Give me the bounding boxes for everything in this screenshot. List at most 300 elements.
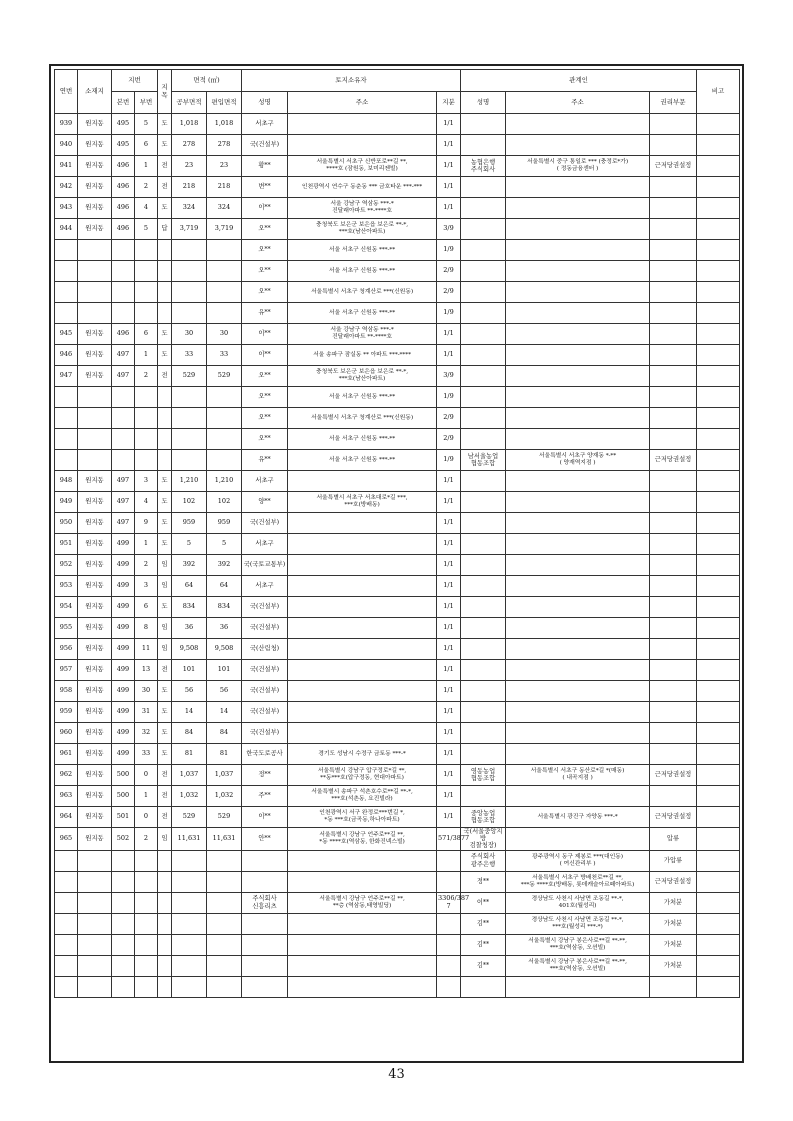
cell-right-type bbox=[650, 324, 697, 345]
cell-remarks bbox=[697, 723, 740, 744]
cell-acquired-area: 392 bbox=[207, 555, 242, 576]
cell-interest-name bbox=[461, 639, 506, 660]
cell-serial: 950 bbox=[55, 513, 78, 534]
cell-category: 도 bbox=[158, 744, 172, 765]
cell-owner-name: 오** bbox=[242, 219, 288, 240]
cell-main-no bbox=[112, 871, 135, 892]
cell-interest-name bbox=[461, 597, 506, 618]
cell-interest-name bbox=[461, 681, 506, 702]
cell-public-area: 30 bbox=[172, 324, 207, 345]
cell-sub-no bbox=[135, 955, 158, 976]
table-row bbox=[55, 681, 740, 702]
cell-main-no bbox=[112, 408, 135, 429]
cell-remarks bbox=[697, 135, 740, 156]
cell-share: 1/1 bbox=[437, 723, 461, 744]
cell-location: 원지동 bbox=[78, 786, 112, 807]
cell-owner-address: 서울 서초구 신원동 ***-** bbox=[288, 429, 437, 450]
cell-interest-address bbox=[506, 828, 650, 851]
cell-serial: 952 bbox=[55, 555, 78, 576]
cell-sub-no bbox=[135, 934, 158, 955]
cell-right-type: 가처분 bbox=[650, 892, 697, 913]
cell-category: 도 bbox=[158, 534, 172, 555]
cell-interest-address: 광주광역시 동구 제봉로 ***(대인동) ( 여신관리부 ) bbox=[506, 850, 650, 871]
cell-public-area: 81 bbox=[172, 744, 207, 765]
cell-acquired-area: 33 bbox=[207, 345, 242, 366]
cell-interest-name: 주식회사 광주은행 bbox=[461, 850, 506, 871]
cell-sub-no bbox=[135, 429, 158, 450]
cell-interest-name bbox=[461, 618, 506, 639]
cell-serial bbox=[55, 934, 78, 955]
cell-remarks bbox=[697, 702, 740, 723]
cell-owner-address: 서울 강남구 역삼동 ***-* 진달래아파트 **-****호 bbox=[288, 198, 437, 219]
cell-owner-address bbox=[288, 576, 437, 597]
cell-location: 원지동 bbox=[78, 765, 112, 786]
cell-sub-no bbox=[135, 976, 158, 997]
cell-share: 3/9 bbox=[437, 219, 461, 240]
cell-public-area: 959 bbox=[172, 513, 207, 534]
cell-acquired-area: 56 bbox=[207, 681, 242, 702]
col-owner: 토지소유자 bbox=[242, 70, 461, 92]
table-row bbox=[55, 786, 740, 807]
cell-interest-name: 농협은행 주식회사 bbox=[461, 156, 506, 177]
cell-interest-address bbox=[506, 198, 650, 219]
cell-serial bbox=[55, 303, 78, 324]
cell-public-area: 3,719 bbox=[172, 219, 207, 240]
cell-category: 도 bbox=[158, 471, 172, 492]
cell-sub-no bbox=[135, 892, 158, 913]
cell-acquired-area bbox=[207, 282, 242, 303]
cell-right-type bbox=[650, 513, 697, 534]
cell-owner-name bbox=[242, 934, 288, 955]
col-owner-address: 주소 bbox=[288, 92, 437, 114]
cell-sub-no: 6 bbox=[135, 597, 158, 618]
cell-interest-address: 서울특별시 중구 통일로 *** (충정로*가) ( 정동금융센터 ) bbox=[506, 156, 650, 177]
cell-category bbox=[158, 450, 172, 471]
col-serial: 연번 bbox=[55, 70, 78, 114]
col-category: 지목 bbox=[158, 70, 172, 114]
cell-sub-no: 6 bbox=[135, 135, 158, 156]
cell-acquired-area: 64 bbox=[207, 576, 242, 597]
cell-acquired-area: 218 bbox=[207, 177, 242, 198]
cell-right-type bbox=[650, 240, 697, 261]
cell-main-no: 497 bbox=[112, 492, 135, 513]
cell-share bbox=[437, 850, 461, 871]
cell-public-area bbox=[172, 913, 207, 934]
cell-interest-address bbox=[506, 702, 650, 723]
cell-owner-name: 한국도로공사 bbox=[242, 744, 288, 765]
cell-interest-address bbox=[506, 976, 650, 997]
cell-interest-name bbox=[461, 744, 506, 765]
cell-owner-name bbox=[242, 913, 288, 934]
cell-share: 2/9 bbox=[437, 408, 461, 429]
cell-share: 1/1 bbox=[437, 702, 461, 723]
cell-sub-no: 2 bbox=[135, 828, 158, 851]
cell-location: 원지동 bbox=[78, 618, 112, 639]
cell-serial: 947 bbox=[55, 366, 78, 387]
table-row bbox=[55, 429, 740, 450]
cell-remarks bbox=[697, 786, 740, 807]
cell-serial: 939 bbox=[55, 114, 78, 135]
cell-main-no: 500 bbox=[112, 765, 135, 786]
cell-remarks bbox=[697, 261, 740, 282]
cell-serial: 954 bbox=[55, 597, 78, 618]
cell-interest-address: 경상남도 사천시 사남면 조동길 **-*, ***호(월성리 ***-*) bbox=[506, 913, 650, 934]
cell-location: 원지동 bbox=[78, 114, 112, 135]
cell-right-type: 근저당권설정 bbox=[650, 765, 697, 786]
cell-location: 원지동 bbox=[78, 702, 112, 723]
cell-right-type: 근저당권설정 bbox=[650, 807, 697, 828]
cell-public-area: 1,037 bbox=[172, 765, 207, 786]
cell-interest-address bbox=[506, 681, 650, 702]
cell-category bbox=[158, 387, 172, 408]
cell-public-area bbox=[172, 261, 207, 282]
cell-remarks bbox=[697, 765, 740, 786]
cell-acquired-area bbox=[207, 892, 242, 913]
col-sub-no: 부번 bbox=[135, 92, 158, 114]
cell-interest-address bbox=[506, 261, 650, 282]
cell-interest-name bbox=[461, 135, 506, 156]
cell-location: 원지동 bbox=[78, 828, 112, 851]
cell-remarks bbox=[697, 871, 740, 892]
cell-public-area: 23 bbox=[172, 156, 207, 177]
cell-main-no: 496 bbox=[112, 324, 135, 345]
table-row bbox=[55, 744, 740, 765]
cell-share: 3/9 bbox=[437, 366, 461, 387]
cell-remarks bbox=[697, 450, 740, 471]
table-row bbox=[55, 913, 740, 934]
cell-acquired-area: 1,210 bbox=[207, 471, 242, 492]
cell-serial: 956 bbox=[55, 639, 78, 660]
cell-main-no bbox=[112, 892, 135, 913]
cell-sub-no bbox=[135, 240, 158, 261]
cell-owner-name: 오** bbox=[242, 261, 288, 282]
cell-category bbox=[158, 850, 172, 871]
cell-remarks bbox=[697, 597, 740, 618]
cell-owner-name: 주** bbox=[242, 786, 288, 807]
cell-right-type bbox=[650, 744, 697, 765]
cell-category: 도 bbox=[158, 135, 172, 156]
cell-acquired-area: 102 bbox=[207, 492, 242, 513]
cell-interest-address bbox=[506, 639, 650, 660]
cell-owner-address: 충청북도 보은군 보은읍 보은로 **-*, ***호(남산아파트) bbox=[288, 219, 437, 240]
cell-owner-address: 서울 송파구 잠실동 ** 아파트 ***-**** bbox=[288, 345, 437, 366]
table-row bbox=[55, 471, 740, 492]
cell-location bbox=[78, 955, 112, 976]
cell-interest-name bbox=[461, 177, 506, 198]
cell-sub-no: 0 bbox=[135, 765, 158, 786]
cell-category bbox=[158, 240, 172, 261]
cell-interest-address bbox=[506, 471, 650, 492]
cell-interest-name bbox=[461, 786, 506, 807]
cell-owner-address: 서울특별시 강남구 언주로**길 **, **층 (역삼동,태영빌딩) bbox=[288, 892, 437, 913]
cell-right-type bbox=[650, 345, 697, 366]
cell-owner-address: 서울특별시 강남구 언주로**길 **, *동 ****호(역삼동, 한화진넥스빌) bbox=[288, 828, 437, 851]
cell-interest-address bbox=[506, 408, 650, 429]
cell-location: 원지동 bbox=[78, 366, 112, 387]
cell-interest-address bbox=[506, 534, 650, 555]
cell-location: 원지동 bbox=[78, 513, 112, 534]
cell-right-type: 근저당권설정 bbox=[650, 450, 697, 471]
cell-interest-name bbox=[461, 702, 506, 723]
cell-right-type bbox=[650, 786, 697, 807]
cell-interest-address bbox=[506, 177, 650, 198]
cell-share: 1/9 bbox=[437, 450, 461, 471]
cell-right-type bbox=[650, 492, 697, 513]
cell-owner-name: 오** bbox=[242, 366, 288, 387]
cell-sub-no: 1 bbox=[135, 534, 158, 555]
cell-acquired-area: 84 bbox=[207, 723, 242, 744]
cell-public-area bbox=[172, 976, 207, 997]
cell-category bbox=[158, 892, 172, 913]
cell-acquired-area bbox=[207, 303, 242, 324]
cell-interest-address bbox=[506, 114, 650, 135]
table-row bbox=[55, 639, 740, 660]
cell-serial: 942 bbox=[55, 177, 78, 198]
table-row bbox=[55, 303, 740, 324]
cell-main-no: 499 bbox=[112, 744, 135, 765]
cell-owner-address: 인천광역시 서구 완정로***번길 *, *동 ***호(금곡동,하나아파트) bbox=[288, 807, 437, 828]
cell-interest-name bbox=[461, 282, 506, 303]
cell-serial: 958 bbox=[55, 681, 78, 702]
cell-share: 1/9 bbox=[437, 240, 461, 261]
cell-share: 2/9 bbox=[437, 261, 461, 282]
cell-acquired-area: 30 bbox=[207, 324, 242, 345]
cell-serial bbox=[55, 429, 78, 450]
table-row bbox=[55, 156, 740, 177]
cell-share: 1/1 bbox=[437, 324, 461, 345]
table-row bbox=[55, 492, 740, 513]
cell-category: 임 bbox=[158, 555, 172, 576]
cell-serial bbox=[55, 850, 78, 871]
cell-category: 도 bbox=[158, 345, 172, 366]
col-interest-name: 성명 bbox=[461, 92, 506, 114]
cell-serial: 962 bbox=[55, 765, 78, 786]
cell-remarks bbox=[697, 576, 740, 597]
cell-main-no bbox=[112, 934, 135, 955]
table-row bbox=[55, 807, 740, 828]
cell-location bbox=[78, 450, 112, 471]
cell-right-type: 근저당권설정 bbox=[650, 156, 697, 177]
cell-public-area: 1,018 bbox=[172, 114, 207, 135]
cell-category: 도 bbox=[158, 681, 172, 702]
cell-sub-no: 1 bbox=[135, 786, 158, 807]
cell-public-area: 834 bbox=[172, 597, 207, 618]
cell-owner-name: 국(건설부) bbox=[242, 681, 288, 702]
cell-owner-name: 국(건설부) bbox=[242, 513, 288, 534]
cell-owner-address: 서울 서초구 신원동 ***-** bbox=[288, 303, 437, 324]
cell-right-type bbox=[650, 261, 697, 282]
table-row bbox=[55, 408, 740, 429]
cell-public-area: 36 bbox=[172, 618, 207, 639]
col-interested-party: 관계인 bbox=[461, 70, 697, 92]
cell-public-area bbox=[172, 303, 207, 324]
col-location: 소재지 bbox=[78, 70, 112, 114]
cell-main-no: 499 bbox=[112, 534, 135, 555]
cell-location bbox=[78, 240, 112, 261]
cell-interest-address bbox=[506, 135, 650, 156]
cell-remarks bbox=[697, 324, 740, 345]
cell-right-type bbox=[650, 555, 697, 576]
cell-serial: 959 bbox=[55, 702, 78, 723]
cell-sub-no: 11 bbox=[135, 639, 158, 660]
cell-share bbox=[437, 871, 461, 892]
cell-public-area: 392 bbox=[172, 555, 207, 576]
cell-owner-address bbox=[288, 534, 437, 555]
cell-location: 원지동 bbox=[78, 345, 112, 366]
cell-share bbox=[437, 913, 461, 934]
cell-serial bbox=[55, 976, 78, 997]
cell-interest-address bbox=[506, 723, 650, 744]
cell-owner-name: 이** bbox=[242, 807, 288, 828]
cell-acquired-area bbox=[207, 850, 242, 871]
cell-remarks bbox=[697, 681, 740, 702]
cell-serial bbox=[55, 892, 78, 913]
cell-location: 원지동 bbox=[78, 219, 112, 240]
cell-location: 원지동 bbox=[78, 471, 112, 492]
cell-sub-no: 5 bbox=[135, 219, 158, 240]
col-acquired-area: 편입면적 bbox=[207, 92, 242, 114]
cell-interest-name bbox=[461, 576, 506, 597]
cell-sub-no: 33 bbox=[135, 744, 158, 765]
cell-right-type bbox=[650, 366, 697, 387]
cell-right-type bbox=[650, 534, 697, 555]
cell-right-type bbox=[650, 639, 697, 660]
cell-owner-address: 서울 서초구 신원동 ***-** bbox=[288, 387, 437, 408]
cell-serial: 940 bbox=[55, 135, 78, 156]
cell-right-type bbox=[650, 135, 697, 156]
cell-main-no bbox=[112, 387, 135, 408]
cell-location: 원지동 bbox=[78, 639, 112, 660]
table-row bbox=[55, 702, 740, 723]
cell-owner-address bbox=[288, 471, 437, 492]
table-row bbox=[55, 597, 740, 618]
cell-owner-address: 서울특별시 서초구 신반포로**길 **, ****호 (잠원동, 보미리젠빌) bbox=[288, 156, 437, 177]
cell-sub-no bbox=[135, 450, 158, 471]
cell-owner-address: 서울특별시 송파구 석촌호수로**길 **-*, ***호(석촌동, 요진빌라) bbox=[288, 786, 437, 807]
cell-main-no: 495 bbox=[112, 114, 135, 135]
cell-owner-name: 국(건설부) bbox=[242, 618, 288, 639]
cell-interest-address bbox=[506, 786, 650, 807]
cell-location bbox=[78, 976, 112, 997]
cell-owner-address: 서울 서초구 신원동 ***-** bbox=[288, 261, 437, 282]
table-row bbox=[55, 324, 740, 345]
cell-right-type: 가압류 bbox=[650, 850, 697, 871]
cell-owner-name: 서초구 bbox=[242, 114, 288, 135]
cell-location bbox=[78, 408, 112, 429]
cell-acquired-area: 1,018 bbox=[207, 114, 242, 135]
cell-remarks bbox=[697, 892, 740, 913]
cell-category: 전 bbox=[158, 765, 172, 786]
cell-location bbox=[78, 282, 112, 303]
cell-share: 1/1 bbox=[437, 660, 461, 681]
cell-main-no bbox=[112, 850, 135, 871]
cell-owner-address bbox=[288, 639, 437, 660]
cell-public-area: 11,631 bbox=[172, 828, 207, 851]
cell-remarks bbox=[697, 366, 740, 387]
cell-location bbox=[78, 934, 112, 955]
cell-owner-address bbox=[288, 681, 437, 702]
cell-interest-name: 이** bbox=[461, 892, 506, 913]
cell-right-type bbox=[650, 471, 697, 492]
cell-main-no: 501 bbox=[112, 807, 135, 828]
cell-owner-name: 오** bbox=[242, 240, 288, 261]
cell-sub-no: 30 bbox=[135, 681, 158, 702]
table-row bbox=[55, 850, 740, 871]
cell-share: 1/1 bbox=[437, 786, 461, 807]
cell-public-area bbox=[172, 240, 207, 261]
cell-serial: 961 bbox=[55, 744, 78, 765]
cell-category bbox=[158, 955, 172, 976]
table-row bbox=[55, 534, 740, 555]
cell-acquired-area: 14 bbox=[207, 702, 242, 723]
cell-public-area: 102 bbox=[172, 492, 207, 513]
table-row bbox=[55, 282, 740, 303]
cell-category: 전 bbox=[158, 807, 172, 828]
cell-category bbox=[158, 976, 172, 997]
cell-remarks bbox=[697, 156, 740, 177]
cell-interest-name bbox=[461, 303, 506, 324]
table-row bbox=[55, 660, 740, 681]
cell-acquired-area bbox=[207, 387, 242, 408]
cell-category: 전 bbox=[158, 177, 172, 198]
cell-interest-name bbox=[461, 513, 506, 534]
cell-main-no: 499 bbox=[112, 639, 135, 660]
cell-public-area: 278 bbox=[172, 135, 207, 156]
cell-sub-no bbox=[135, 261, 158, 282]
cell-sub-no: 3 bbox=[135, 576, 158, 597]
cell-public-area: 84 bbox=[172, 723, 207, 744]
cell-interest-address bbox=[506, 366, 650, 387]
cell-main-no: 496 bbox=[112, 219, 135, 240]
cell-share: 1/1 bbox=[437, 156, 461, 177]
cell-main-no: 497 bbox=[112, 513, 135, 534]
cell-sub-no: 3 bbox=[135, 471, 158, 492]
cell-share: 1/1 bbox=[437, 744, 461, 765]
table-row bbox=[55, 871, 740, 892]
cell-sub-no: 2 bbox=[135, 177, 158, 198]
cell-acquired-area: 1,032 bbox=[207, 786, 242, 807]
cell-location: 원지동 bbox=[78, 576, 112, 597]
cell-serial: 941 bbox=[55, 156, 78, 177]
table-row bbox=[55, 135, 740, 156]
cell-share: 571/3877 bbox=[437, 828, 461, 851]
cell-owner-address bbox=[288, 913, 437, 934]
cell-owner-name: 서초구 bbox=[242, 534, 288, 555]
cell-public-area bbox=[172, 282, 207, 303]
cell-remarks bbox=[697, 660, 740, 681]
cell-owner-name: 오** bbox=[242, 408, 288, 429]
cell-location: 원지동 bbox=[78, 135, 112, 156]
cell-main-no: 499 bbox=[112, 618, 135, 639]
cell-right-type bbox=[650, 303, 697, 324]
cell-interest-name: 정** bbox=[461, 871, 506, 892]
cell-public-area bbox=[172, 955, 207, 976]
cell-location: 원지동 bbox=[78, 660, 112, 681]
cell-main-no bbox=[112, 913, 135, 934]
cell-sub-no: 4 bbox=[135, 492, 158, 513]
cell-interest-address bbox=[506, 513, 650, 534]
cell-owner-address: 서울 강남구 역삼동 ***-* 진달래아파트 **-****호 bbox=[288, 324, 437, 345]
cell-public-area: 56 bbox=[172, 681, 207, 702]
cell-public-area: 33 bbox=[172, 345, 207, 366]
cell-main-no bbox=[112, 955, 135, 976]
cell-acquired-area: 9,508 bbox=[207, 639, 242, 660]
cell-public-area bbox=[172, 892, 207, 913]
cell-serial bbox=[55, 282, 78, 303]
cell-serial: 944 bbox=[55, 219, 78, 240]
cell-location: 원지동 bbox=[78, 324, 112, 345]
cell-location: 원지동 bbox=[78, 492, 112, 513]
